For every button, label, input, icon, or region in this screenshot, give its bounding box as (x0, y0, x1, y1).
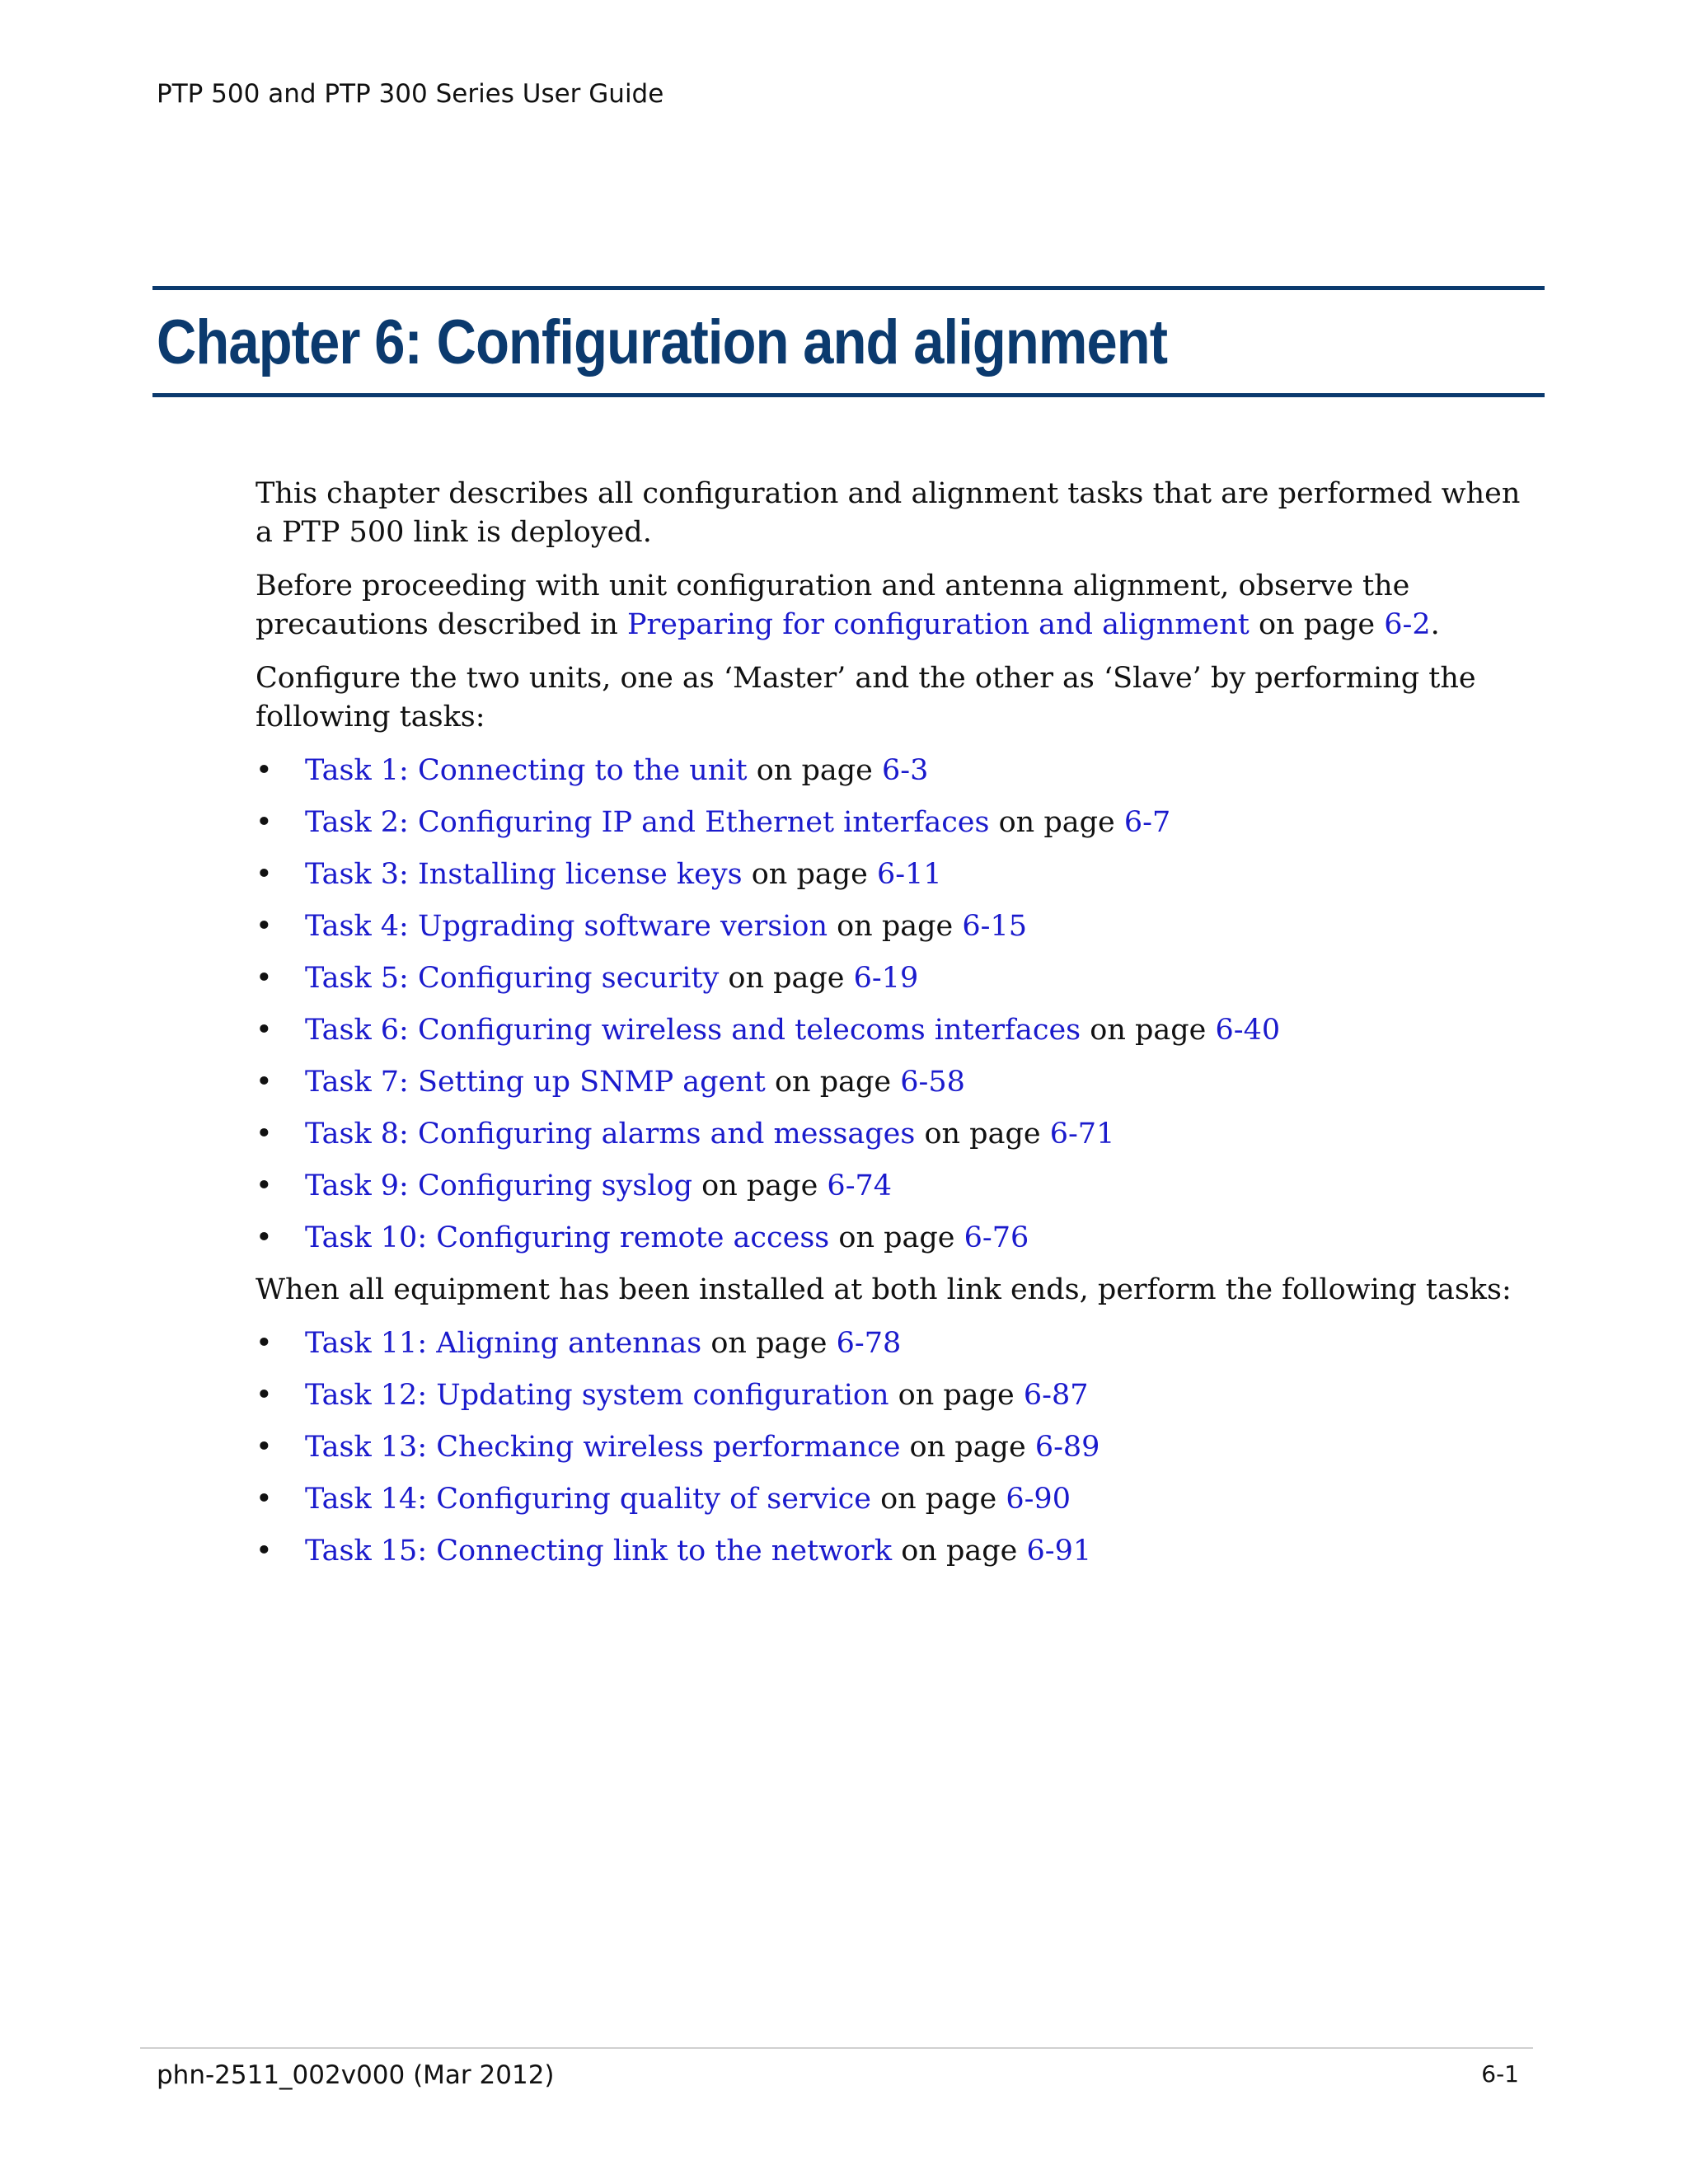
task-page-link[interactable]: 6-91 (1026, 1535, 1092, 1568)
precautions-paragraph (256, 567, 1541, 644)
on-page-text: on page (892, 1535, 1027, 1568)
task-page-link[interactable]: 6-78 (836, 1327, 902, 1360)
task-page-link[interactable]: 6-40 (1215, 1014, 1281, 1047)
task-link[interactable]: Task 7: Setting up SNMP agent (305, 1066, 766, 1099)
precautions-text: Before proceeding with unit configuration and antenna alignment, observe the precautions described in (256, 569, 1410, 641)
on-page-text: on page (719, 962, 854, 995)
task-list-item (256, 1376, 1541, 1415)
bullet-icon: • (256, 1221, 273, 1254)
task-list-item (256, 1063, 1541, 1102)
on-page-text: on page (742, 858, 877, 891)
task-list-item (256, 1532, 1541, 1571)
on-page-text: on page (827, 910, 963, 943)
bullet-icon: • (256, 1379, 273, 1412)
on-page-text: on page (765, 1066, 901, 1099)
task-link[interactable]: Task 10: Configuring remote access (305, 1221, 830, 1254)
on-page-text: on page (889, 1379, 1024, 1412)
task-link[interactable]: Task 8: Configuring alarms and messages (305, 1118, 916, 1151)
task-link[interactable]: Task 3: Installing license keys (305, 858, 743, 891)
on-page-text: on page (915, 1118, 1050, 1151)
bullet-icon: • (256, 962, 273, 995)
bullet-icon: • (256, 858, 273, 891)
task-list-alignment (256, 1324, 1541, 1571)
footer-doc-id: phn-2511_002v000 (Mar 2012) (157, 2060, 555, 2090)
task-link[interactable]: Task 2: Configuring IP and Ethernet interfaces (305, 806, 990, 839)
task-link[interactable]: Task 13: Checking wireless performance (305, 1431, 901, 1464)
task-link[interactable]: Task 6: Configuring wireless and telecoms interfaces (305, 1014, 1081, 1047)
task-link[interactable]: Task 9: Configuring syslog (305, 1169, 693, 1202)
task-list-item (256, 1011, 1541, 1050)
task-link[interactable]: Task 11: Aligning antennas (305, 1327, 702, 1360)
bullet-icon: • (256, 1431, 273, 1464)
bullet-icon: • (256, 806, 273, 839)
task-list-item (256, 1219, 1541, 1258)
bullet-icon: • (256, 754, 273, 787)
on-page-text: on page (900, 1431, 1035, 1464)
task-page-link[interactable]: 6-19 (853, 962, 919, 995)
precautions-link[interactable]: Preparing for configuration and alignment (626, 608, 1250, 641)
on-page-text: on page (870, 1483, 1006, 1516)
task-link[interactable]: Task 5: Configuring security (305, 962, 720, 995)
task-link[interactable]: Task 1: Connecting to the unit (305, 754, 748, 787)
task-page-link[interactable]: 6-11 (876, 858, 942, 891)
on-page-text: on page (1081, 1014, 1216, 1047)
task-link[interactable]: Task 14: Configuring quality of service (305, 1483, 871, 1516)
on-page-text: on page (692, 1169, 828, 1202)
task-page-link[interactable]: 6-3 (882, 754, 929, 787)
task-list-item (256, 959, 1541, 998)
bullet-icon: • (256, 1014, 273, 1047)
on-page-text: on page (989, 806, 1124, 839)
on-page-text: on page (747, 754, 882, 787)
task-page-link[interactable]: 6-89 (1034, 1431, 1100, 1464)
task-page-link[interactable]: 6-87 (1023, 1379, 1089, 1412)
bullet-icon: • (256, 1118, 273, 1151)
chapter-rule-top (152, 286, 1545, 290)
task-page-link[interactable]: 6-90 (1006, 1483, 1071, 1516)
intro-paragraph: This chapter describes all configuration and alignment tasks that are performed when a PTP 500 link is deployed. (256, 477, 1521, 549)
on-page-text: on page (829, 1221, 964, 1254)
task-list-item (256, 1324, 1541, 1363)
running-header: PTP 500 and PTP 300 Series User Guide (157, 79, 664, 109)
task-page-link[interactable]: 6-58 (900, 1066, 965, 1099)
task-page-link[interactable]: 6-15 (962, 910, 1028, 943)
installed-paragraph: When all equipment has been installed at both link ends, perform the following tasks: (256, 1273, 1512, 1306)
bullet-icon: • (256, 1066, 273, 1099)
task-list-item (256, 752, 1541, 790)
footer-page-number: 6-1 (1481, 2060, 1519, 2088)
task-link[interactable]: Task 4: Upgrading software version (305, 910, 828, 943)
task-page-link[interactable]: 6-74 (827, 1169, 893, 1202)
chapter-body (256, 475, 1541, 1584)
task-link[interactable]: Task 12: Updating system configuration (305, 1379, 889, 1412)
task-page-link[interactable]: 6-7 (1123, 806, 1171, 839)
task-list-item (256, 1115, 1541, 1154)
configure-units-paragraph: Configure the two units, one as ‘Master’ and the other as ‘Slave’ by performing the following tasks: (256, 662, 1476, 733)
task-list-item (256, 1167, 1541, 1206)
task-list-item (256, 1480, 1541, 1519)
bullet-icon: • (256, 1169, 273, 1202)
footer-rule (140, 2047, 1533, 2049)
bullet-icon: • (256, 1483, 273, 1516)
period-text: . (1430, 608, 1440, 641)
bullet-icon: • (256, 1327, 273, 1360)
task-page-link[interactable]: 6-71 (1049, 1118, 1115, 1151)
task-link[interactable]: Task 15: Connecting link to the network (305, 1535, 893, 1568)
task-list-configuration (256, 752, 1541, 1258)
chapter-rule-bottom (152, 393, 1545, 397)
bullet-icon: • (256, 910, 273, 943)
chapter-title: Chapter 6: Configuration and alignment (157, 307, 1168, 377)
task-list-item (256, 855, 1541, 894)
bullet-icon: • (256, 1535, 273, 1568)
task-page-link[interactable]: 6-76 (964, 1221, 1029, 1254)
on-page-text: on page (1249, 608, 1385, 641)
task-list-item (256, 804, 1541, 842)
on-page-text: on page (701, 1327, 837, 1360)
task-list-item (256, 1428, 1541, 1467)
task-list-item (256, 907, 1541, 946)
precautions-page-link[interactable]: 6-2 (1384, 608, 1431, 641)
